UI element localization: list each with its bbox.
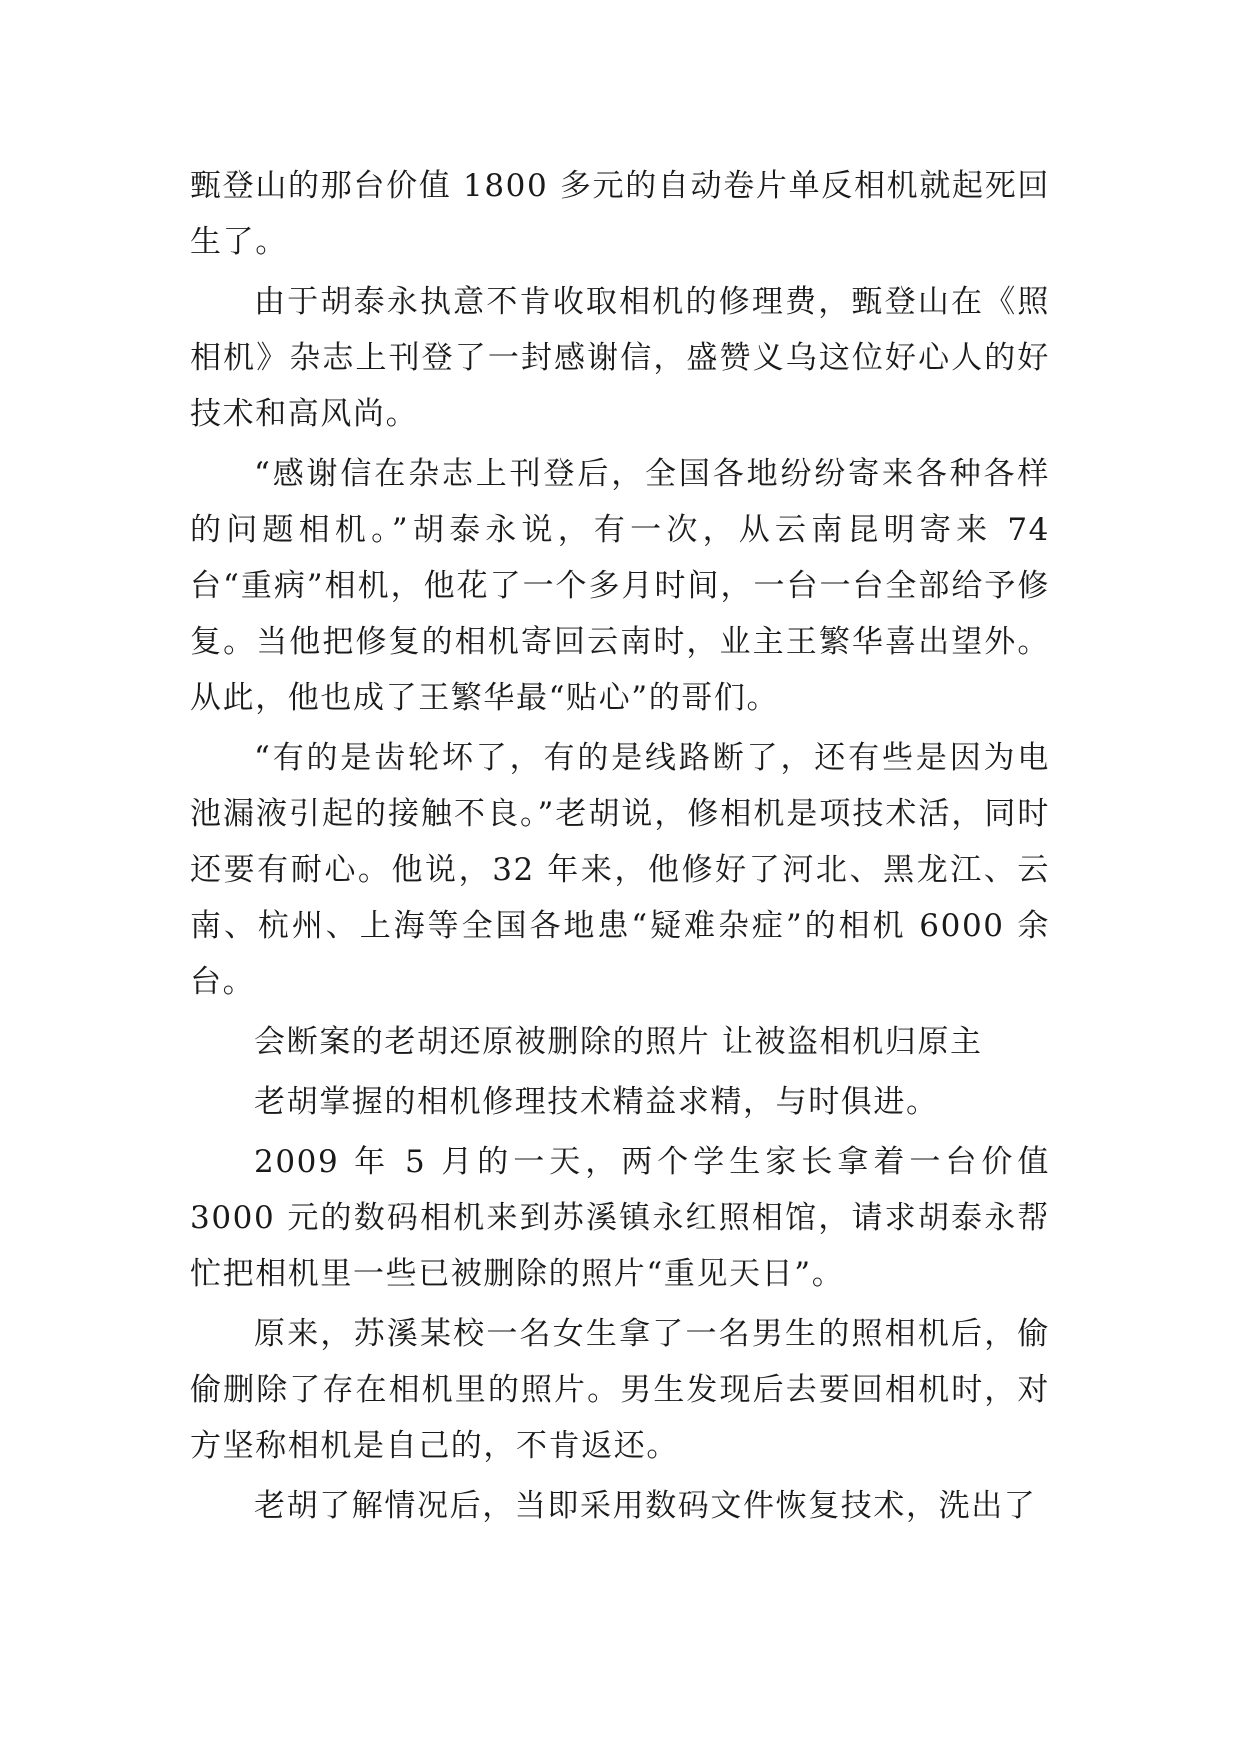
section-heading: 会断案的老胡还原被删除的照片 让被盗相机归原主 xyxy=(254,1024,983,1060)
paragraph-8: 老胡了解情况后，当即采用数码文件恢复技术，洗出了 xyxy=(254,1488,1037,1524)
paragraph-6: 2009 年 5 月的一天，两个学生家长拿着一台价值 3000 元的数码相机来到苏溪镇永红照相馆，请求胡泰永帮忙把相机里一些已被删除的照片“重见天日”。 xyxy=(190,1144,1050,1292)
paragraph-3: “感谢信在杂志上刊登后，全国各地纷纷寄来各种各样的问题相机。”胡泰永说，有一次，从云南昆明寄来 74 台“重病”相机，他花了一个多月时间，一台一台全部给予修复。当他把修复的相机寄回云南时，业主王繁华喜出望外。从此，他也成了王繁华最“贴心”的哥们。 xyxy=(190,456,1050,716)
paragraph-5: 老胡掌握的相机修理技术精益求精，与时俱进。 xyxy=(254,1084,939,1120)
paragraph-2: 由于胡泰永执意不肯收取相机的修理费，甄登山在《照相机》杂志上刊登了一封感谢信，盛赞义乌这位好心人的好技术和高风尚。 xyxy=(190,284,1050,432)
paragraph-1: 甄登山的那台价值 1800 多元的自动卷片单反相机就起死回生了。 xyxy=(190,168,1050,260)
paragraph-4: “有的是齿轮坏了，有的是线路断了，还有些是因为电池漏液引起的接触不良。”老胡说，修相机是项技术活，同时还要有耐心。他说，32 年来，他修好了河北、黑龙江、云南、杭州、上海等全国各地患“疑难杂症”的相机 6000 余台。 xyxy=(190,740,1050,1000)
paragraph-7: 原来，苏溪某校一名女生拿了一名男生的照相机后，偷偷删除了存在相机里的照片。男生发现后去要回相机时，对方坚称相机是自己的，不肯返还。 xyxy=(190,1316,1050,1464)
document-body xyxy=(190,158,1050,1538)
